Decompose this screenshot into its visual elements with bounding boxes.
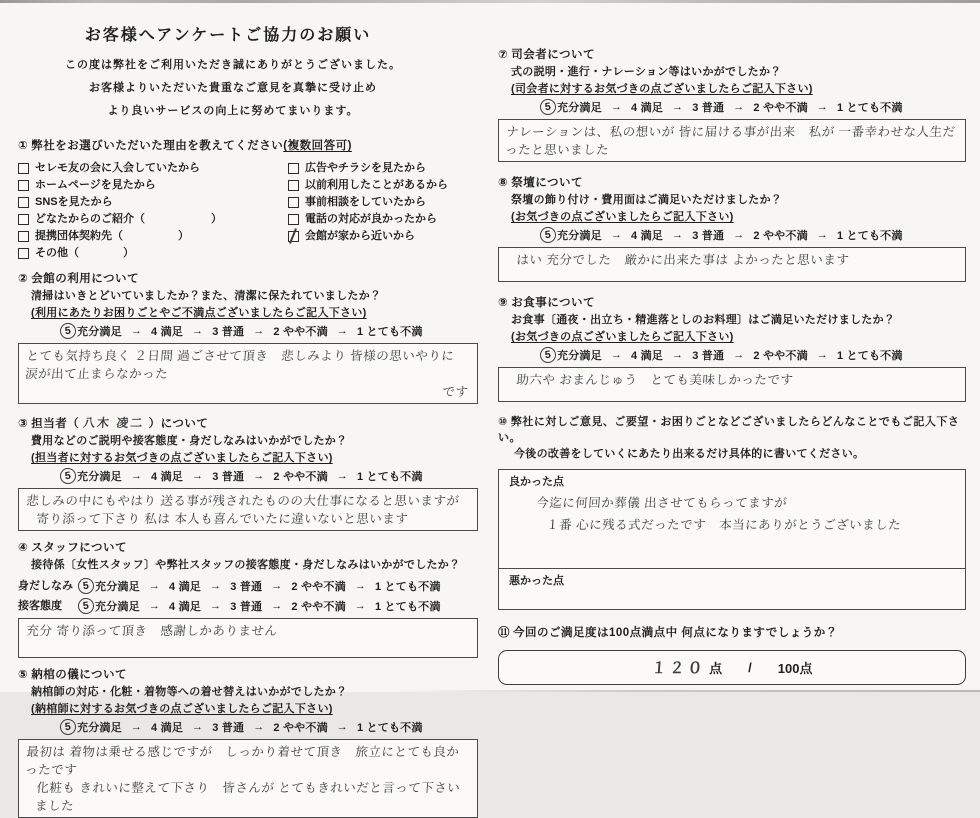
checkbox-label: SNSを見たから (35, 196, 113, 208)
arrow-icon: → (210, 580, 222, 592)
arrow-icon: → (130, 325, 143, 337)
scale-label-5: 充分満足 (77, 326, 122, 338)
checkbox-label: 電話の対応が良かったから (305, 213, 437, 225)
checkbox-icon (18, 163, 29, 174)
rating-scale (60, 719, 478, 735)
checkbox-label: 事前相談をしていたから (305, 196, 426, 208)
scale-label-1: 1 とても不満 (836, 230, 903, 242)
bad-points-section (499, 569, 965, 609)
scale-label-4: 4 満足 (169, 601, 201, 613)
scale-label-2: 2 やや不満 (753, 230, 808, 242)
handwritten-comment: ナレーションは、私の想いが 皆に届ける事が出来 私が 一番幸わせな人生だったと思いました (504, 125, 957, 157)
checkbox-icon (288, 180, 299, 191)
question-title: 祭壇について (511, 177, 584, 189)
rating-scale (540, 99, 966, 115)
question-1 (18, 137, 478, 262)
question-title: 司会者について (511, 49, 596, 61)
scale-label-4: 4 満足 (151, 722, 183, 734)
question-9 (498, 294, 966, 402)
question-text: 祭壇の飾り付け・費用面はご満足いただけましたか？ (511, 194, 783, 206)
scale-label-1: 1 とても不満 (356, 471, 423, 483)
question-text: 今後の改善をしていくにあたり出来るだけ具体的に書いてください。 (514, 448, 865, 460)
question-text: お食事〔通夜・出立ち・精進落としのお料理〕はご満足いただけましたか？ (511, 314, 896, 326)
bad-points-label: 悪かった点 (509, 575, 564, 587)
question-2 (18, 270, 478, 404)
scale-label-5: 充分満足 (557, 350, 602, 362)
question-5-heading (18, 666, 478, 684)
question-number: ② (18, 273, 29, 285)
scale-label-4: 4 満足 (631, 230, 663, 242)
checkbox-icon (18, 214, 29, 225)
question-9-heading (498, 294, 966, 312)
scan-edge-bottom (392, 690, 980, 692)
question-3 (18, 414, 478, 531)
checkbox-label: ホームページを見たから (35, 179, 156, 191)
question-text: 清掃はいきとどいていましたか？また、清潔に保たれていましたか？ (31, 290, 382, 302)
question-2-heading (18, 270, 478, 288)
checkbox-label: 提携団体契約先（ ） (35, 230, 189, 242)
comment-box (18, 488, 478, 531)
checkbox-icon (18, 248, 29, 259)
question-10-heading (498, 414, 966, 446)
arrow-icon: → (733, 101, 745, 113)
scale-label-4: 4 満足 (151, 471, 183, 483)
checkbox-column-right (288, 160, 478, 262)
scale-label-1: 1 とても不満 (836, 102, 903, 114)
rating-5-circled: 5 (59, 467, 77, 485)
arrow-icon: → (148, 600, 161, 612)
arrow-icon: → (271, 600, 283, 612)
rating-5-circled: 5 (539, 346, 557, 364)
scale-label-1: 1 とても不満 (356, 722, 423, 734)
checkbox-option (18, 228, 288, 245)
question-number: ⑧ (498, 177, 509, 189)
score-unit: 点 (709, 660, 723, 676)
scale-label-2: 2 やや不満 (753, 350, 808, 362)
scale-label-4: 4 満足 (631, 102, 663, 114)
question-note: (お気づきの点ございましたらご記入下さい) (511, 331, 734, 343)
question-text: 接待係〔女性スタッフ〕や弊社スタッフの接客態度・身だしなみはいかがでしたか？ (31, 559, 461, 571)
comment-box (498, 247, 966, 282)
arrow-icon: → (816, 101, 828, 113)
arrow-icon: → (192, 721, 204, 733)
handwritten-comment: はい 充分でした 厳かに出来た事は よかったと思います (515, 253, 850, 267)
question-note: (担当者に対するお気づきの点ございましたらご記入下さい) (31, 452, 333, 464)
rating-row-grooming (18, 576, 478, 594)
arrow-icon: → (733, 349, 745, 361)
scale-label-2: 2 やや不満 (273, 326, 328, 338)
handwritten-staff-name: 八木 凌二 (82, 416, 146, 430)
handwritten-comment: 今迄に何回か葬儀 出させてもらってますが (535, 496, 788, 510)
question-note: (お気づきの点ございましたらご記入下さい) (511, 211, 734, 223)
checkbox-label: どなたからのご紹介（ ） (35, 213, 222, 225)
scale-label-2: 2 やや不満 (273, 722, 328, 734)
reason-checkbox-grid (18, 160, 478, 262)
arrow-icon: → (610, 349, 623, 361)
good-points-section (499, 470, 965, 569)
checkbox-option (18, 245, 288, 262)
checkbox-option (288, 177, 478, 194)
rating-row-label: 接客態度 (18, 600, 62, 612)
question-note: (複数回答可) (283, 140, 352, 152)
scale-label-4: 4 満足 (169, 581, 201, 593)
scale-label-4: 4 満足 (151, 326, 183, 338)
checkbox-label: 広告やチラシを見たから (305, 162, 426, 174)
page-title: お客様へアンケートご協力のお願い (84, 27, 372, 44)
arrow-icon: → (192, 470, 204, 482)
arrow-icon: → (672, 229, 684, 241)
rating-scale (540, 227, 966, 243)
arrow-icon: → (148, 580, 161, 592)
question-note: (納棺師に対するお気づきの点ございましたらご記入下さい) (31, 703, 333, 715)
scale-label-3: 3 普通 (212, 471, 245, 483)
rating-5-circled: 5 (77, 577, 95, 595)
checkbox-icon (288, 214, 299, 225)
question-5 (18, 666, 478, 818)
handwritten-score: １２０ (650, 659, 706, 677)
scan-edge-top (0, 0, 980, 3)
handwritten-comment: 最初は 着物は乗せる感じですが しっかり着せて頂き 旅立にとても良かったです (24, 745, 460, 777)
handwritten-comment: 化粧も きれいに整えて下さり 皆さんが とてもきれいだと言って下さいました (34, 781, 461, 813)
question-number: ① (18, 140, 29, 152)
question-8 (498, 174, 966, 282)
left-column (18, 12, 478, 818)
scale-label-3: 3 普通 (212, 722, 245, 734)
arrow-icon: → (610, 229, 623, 241)
arrow-icon: → (130, 721, 143, 733)
checkbox-icon (18, 197, 29, 208)
scale-label-3: 3 普通 (692, 230, 725, 242)
rating-5-circled: 5 (59, 322, 77, 340)
good-points-label: 良かった点 (509, 476, 564, 488)
scale-label-3: 3 普通 (212, 326, 245, 338)
checkbox-label: 会館が家から近いから (305, 230, 415, 242)
question-number: ⑤ (18, 669, 29, 681)
arrow-icon: → (816, 349, 828, 361)
question-number: ⑨ (498, 297, 509, 309)
arrow-icon: → (271, 580, 283, 592)
handwritten-comment: 悲しみの中にもやはり 送る事が残されたものの大仕事になると思いますが (25, 494, 460, 508)
score-max: 100点 (777, 661, 813, 676)
scale-label-2: 2 やや不満 (291, 601, 346, 613)
good-points-comments (537, 492, 955, 536)
checkbox-column-left (18, 160, 288, 262)
intro-line-3: より良いサービスの向上に努めてまいります。 (107, 105, 359, 117)
scale-label-1: 1 とても不満 (356, 326, 423, 338)
rating-row-service (18, 596, 478, 614)
rating-5-circled: 5 (59, 718, 77, 736)
scale-label-2: 2 やや不満 (291, 581, 346, 593)
rating-scale (60, 323, 478, 339)
handwritten-comment: １番 心に残る式だったです 本当にありがとうございました (545, 518, 902, 532)
rating-scale (60, 468, 478, 484)
arrow-icon: → (672, 101, 684, 113)
scale-label-2: 2 やや不満 (273, 471, 328, 483)
checkbox-label: セレモ友の会に入会していたから (35, 162, 200, 174)
checkbox-icon (288, 163, 299, 174)
scale-label-5: 充分満足 (77, 471, 122, 483)
checkbox-label: その他（ ） (35, 247, 134, 259)
question-title: 今回のご満足度は100点満点中 何点になりますでしょうか？ (513, 627, 838, 639)
handwritten-comment: 充分 寄り添って頂き 感謝しかありません (25, 624, 278, 638)
arrow-icon: → (354, 600, 366, 612)
question-10 (498, 414, 966, 610)
arrow-icon: → (253, 721, 265, 733)
checkbox-option (18, 211, 288, 228)
question-title: 納棺の儀について (31, 669, 128, 681)
scale-label-5: 充分満足 (95, 581, 140, 593)
handwritten-comment: です (441, 385, 469, 399)
arrow-icon: → (336, 470, 348, 482)
question-8-heading (498, 174, 966, 192)
question-title: 会館の利用について (31, 273, 140, 285)
question-11-heading (498, 624, 966, 642)
question-7 (498, 46, 966, 162)
scale-label-5: 充分満足 (557, 230, 602, 242)
rating-row-label: 身だしなみ (18, 580, 73, 592)
arrow-icon: → (816, 229, 828, 241)
question-3-heading (18, 414, 478, 433)
checkbox-icon (18, 231, 29, 242)
rating-5-circled: 5 (539, 226, 557, 244)
arrow-icon: → (130, 470, 143, 482)
checkbox-option (288, 160, 478, 177)
checkbox-option (18, 194, 288, 211)
arrow-icon: → (192, 325, 204, 337)
score-box (498, 650, 966, 685)
checkbox-icon (18, 180, 29, 191)
question-title: スタッフについて (31, 542, 128, 554)
scale-label-5: 充分満足 (557, 102, 602, 114)
comment-box (498, 367, 966, 402)
question-number: ⑦ (498, 49, 509, 61)
question-note: (利用にあたりお困りごとやご不満点ございましたらご記入下さい) (31, 307, 367, 319)
arrow-icon: → (336, 325, 348, 337)
scale-label-4: 4 満足 (631, 350, 663, 362)
checkbox-option (288, 211, 478, 228)
scale-label-1: 1 とても不満 (374, 581, 441, 593)
question-7-heading (498, 46, 966, 64)
question-text: 納棺師の対応・化粧・着物等への着せ替えはいかがでしたか？ (31, 686, 348, 698)
scale-label-3: 3 普通 (230, 581, 263, 593)
question-title: 弊社をお選びいただいた理由を教えてください (31, 140, 284, 152)
checkbox-icon (288, 231, 299, 242)
rating-scale (78, 578, 441, 594)
question-4-heading (18, 539, 478, 557)
handwritten-comment: とても気持ち良く ２日間 過ごさせて頂き 悲しみより 皆様の思いやりに 涙が出て止まらなかった (24, 349, 455, 381)
checkbox-option-checked (288, 228, 478, 245)
intro-text (18, 54, 478, 123)
question-title: ）について (148, 418, 209, 430)
question-number: ⑪ (498, 627, 510, 639)
scale-label-2: 2 やや不満 (753, 102, 808, 114)
scale-label-5: 充分満足 (95, 601, 140, 613)
scale-label-5: 充分満足 (77, 722, 122, 734)
question-title: 担当者（ (31, 418, 80, 430)
feedback-box (498, 469, 966, 610)
scale-label-1: 1 とても不満 (836, 350, 903, 362)
right-column (498, 46, 966, 685)
question-number: ③ (18, 418, 29, 430)
rating-5-circled: 5 (539, 98, 557, 116)
comment-box (18, 343, 478, 404)
handwritten-comment: 助六や おまんじゅう とても美味しかったです (515, 373, 794, 387)
arrow-icon: → (610, 101, 623, 113)
intro-line-1: この度は弊社をご利用いただき誠にありがとうございました。 (65, 59, 401, 71)
arrow-icon: → (733, 229, 745, 241)
handwritten-comment: 寄り添って下さり 私は 本人も喜んでいたに違いないと思います (35, 512, 409, 526)
checkbox-option (18, 160, 288, 177)
rating-scale (78, 598, 441, 614)
question-title: 弊社に対しご意見、ご要望・お困りごとなどございましたらどんなことでもご記入下さい。 (498, 416, 960, 444)
question-text: 費用などのご説明や接客態度・身だしなみはいかがでしたか？ (31, 435, 348, 447)
question-11 (498, 624, 966, 685)
question-note: (司会者に対するお気づきの点ございましたらご記入下さい) (511, 83, 813, 95)
question-1-heading (18, 137, 478, 155)
question-number: ⑩ (498, 416, 508, 428)
arrow-icon: → (253, 325, 265, 337)
checkbox-option (18, 177, 288, 194)
score-value-group (652, 658, 723, 678)
comment-box (498, 119, 966, 162)
scale-label-1: 1 とても不満 (374, 601, 441, 613)
question-title: お食事について (511, 297, 596, 309)
intro-line-2: お客様よりいただいた貴重なご意見を真摯に受け止め (89, 82, 377, 94)
scale-label-3: 3 普通 (692, 102, 725, 114)
question-text: 式の説明・進行・ナレーション等はいかがでしたか？ (511, 66, 782, 78)
checkbox-option (288, 194, 478, 211)
arrow-icon: → (336, 721, 348, 733)
arrow-icon: → (253, 470, 265, 482)
arrow-icon: → (210, 600, 222, 612)
score-slash: / (748, 660, 752, 675)
rating-scale (540, 347, 966, 363)
checkbox-icon (288, 197, 299, 208)
question-4 (18, 539, 478, 658)
arrow-icon: → (672, 349, 684, 361)
comment-box (18, 618, 478, 658)
arrow-icon: → (354, 580, 366, 592)
rating-5-circled: 5 (77, 597, 95, 615)
comment-box (18, 739, 478, 818)
checkbox-label: 以前利用したことがあるから (305, 179, 448, 191)
scale-label-3: 3 普通 (230, 601, 263, 613)
scale-label-3: 3 普通 (692, 350, 725, 362)
question-number: ④ (18, 542, 29, 554)
